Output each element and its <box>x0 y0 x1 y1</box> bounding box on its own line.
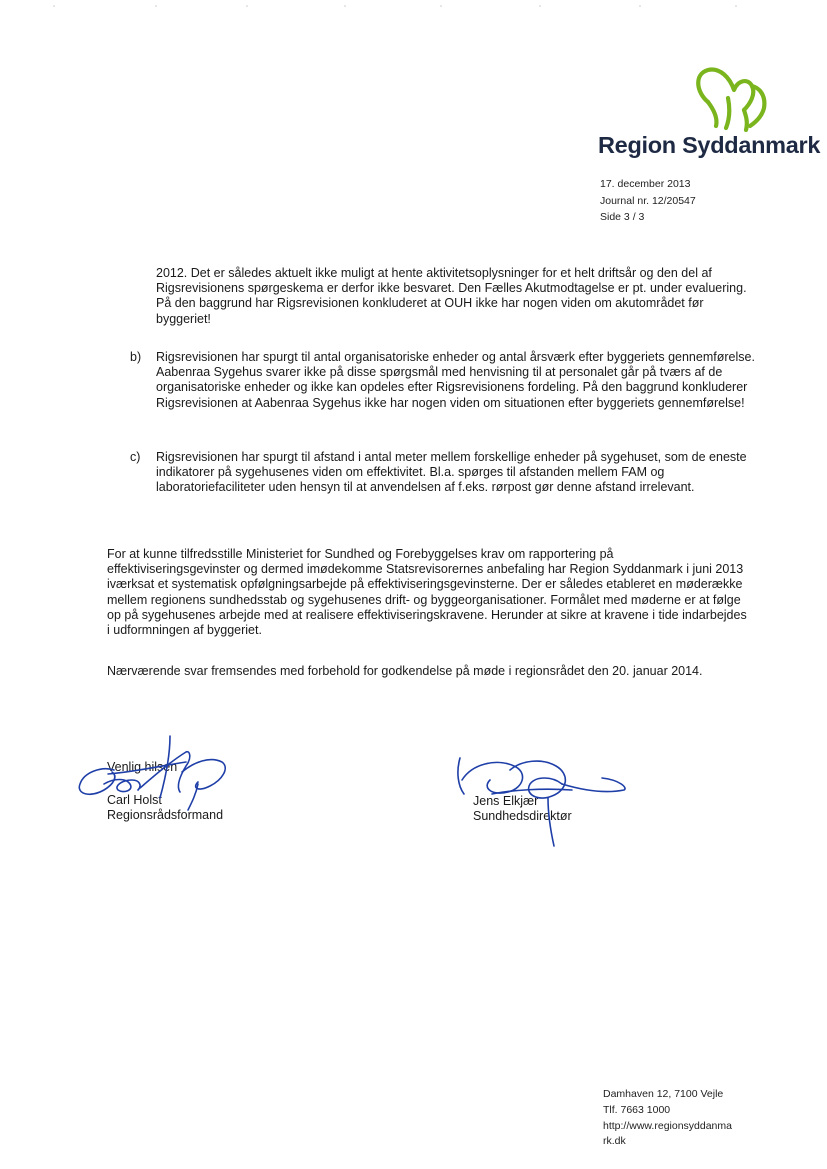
signature-block-right <box>473 794 673 824</box>
footer-address: Damhaven 12, 7100 Vejle <box>603 1088 724 1100</box>
signer-title-right: Sundhedsdirektør <box>473 809 572 824</box>
greeting: Venlig hilsen <box>107 760 178 774</box>
journal-number: Journal nr. 12/20547 <box>600 194 696 207</box>
page-number: Side 3 / 3 <box>600 211 645 223</box>
list-item-text: Rigsrevisionen har spurgt til afstand i antal meter mellem forskellige enheder på sygehuset, som de eneste indikatorer på sygehusenes viden om effektivitet. Bl.a. spørges til afstanden mellem FAM og laboratoriefaciliteter uden hensyn til at anvendelsen af f.eks. rørpost gør denne afstand irrelevant. <box>156 450 747 495</box>
list-item-c <box>130 450 760 515</box>
footer-phone: Tlf. 7663 1000 <box>603 1103 671 1116</box>
document-meta <box>600 176 696 226</box>
intro-paragraph: 2012. Det er således aktuelt ikke muligt at hente aktivitetsoplysninger for et helt driftsår og den del af Rigsrevisionens spørgeskema er derfor ikke besvaret. Den Fælles Akutmodtagelse er pt. under evaluering. På den baggrund har Rigsrevisionen konkluderet at OUH ikke har nogen viden om akutområdet før byggeriet! <box>156 266 747 326</box>
list-item-text: Rigsrevisionen har spurgt til antal organisatoriske enheder og antal årsværk efter byggeriets gennemførelse. Aabenraa Sygehus svarer ikke på disse spørgsmål med henvisning til at personalet går på tværs af de organisatoriske enheder og ikke kan opdeles efter Rigsrevisionens fordeling. På den baggrund konkluderer Rigsrevisionen at Aabenraa Sygehus ikke har nogen viden om situationen efter byggeriets gennemførelse! <box>156 350 755 410</box>
signer-name-right: Jens Elkjær <box>473 794 539 808</box>
region-logo-icon <box>690 64 770 136</box>
footer-website[interactable]: http://www.regionsyddanma <box>603 1119 732 1132</box>
list-marker: b) <box>130 350 142 364</box>
footer-website-cont[interactable]: rk.dk <box>603 1135 626 1148</box>
signer-title-left: Regionsrådsformand <box>107 808 224 823</box>
main-paragraph: For at kunne tilfredsstille Ministeriet for Sundhed og Forebyggelses krav om rapportering på effektiviseringsgevinster og dermed imødekomme Statsrevisorernes anbefaling har Region Syddanmark i juni 2013 iværksat et systematisk opfølgningsarbejde på effektiviseringsgevinsterne. Der er således etableret en møderække mellem regionens sundhedsstab og sygehusenes drift- og byggeorganisationer. Formålet med møderne er at følge op på sygehusenes arbejde med at realisere effektiviseringskravene. Herunder at sikre at kravene i tide indarbejdes i udformningen af byggeriet. <box>107 547 747 638</box>
footer-contact <box>603 1087 732 1150</box>
list-marker: c) <box>130 450 141 464</box>
final-paragraph: Nærværende svar fremsendes med forbehold for godkendelse på møde i regionsrådet den 20. januar 2014. <box>107 664 703 678</box>
scan-artifacts <box>0 0 827 12</box>
signer-name-left: Carl Holst <box>107 793 162 808</box>
list-item-b <box>130 350 760 430</box>
document-date: 17. december 2013 <box>600 178 691 190</box>
brand-name: Region Syddanmark <box>598 132 821 158</box>
signature-block-left <box>107 760 307 824</box>
